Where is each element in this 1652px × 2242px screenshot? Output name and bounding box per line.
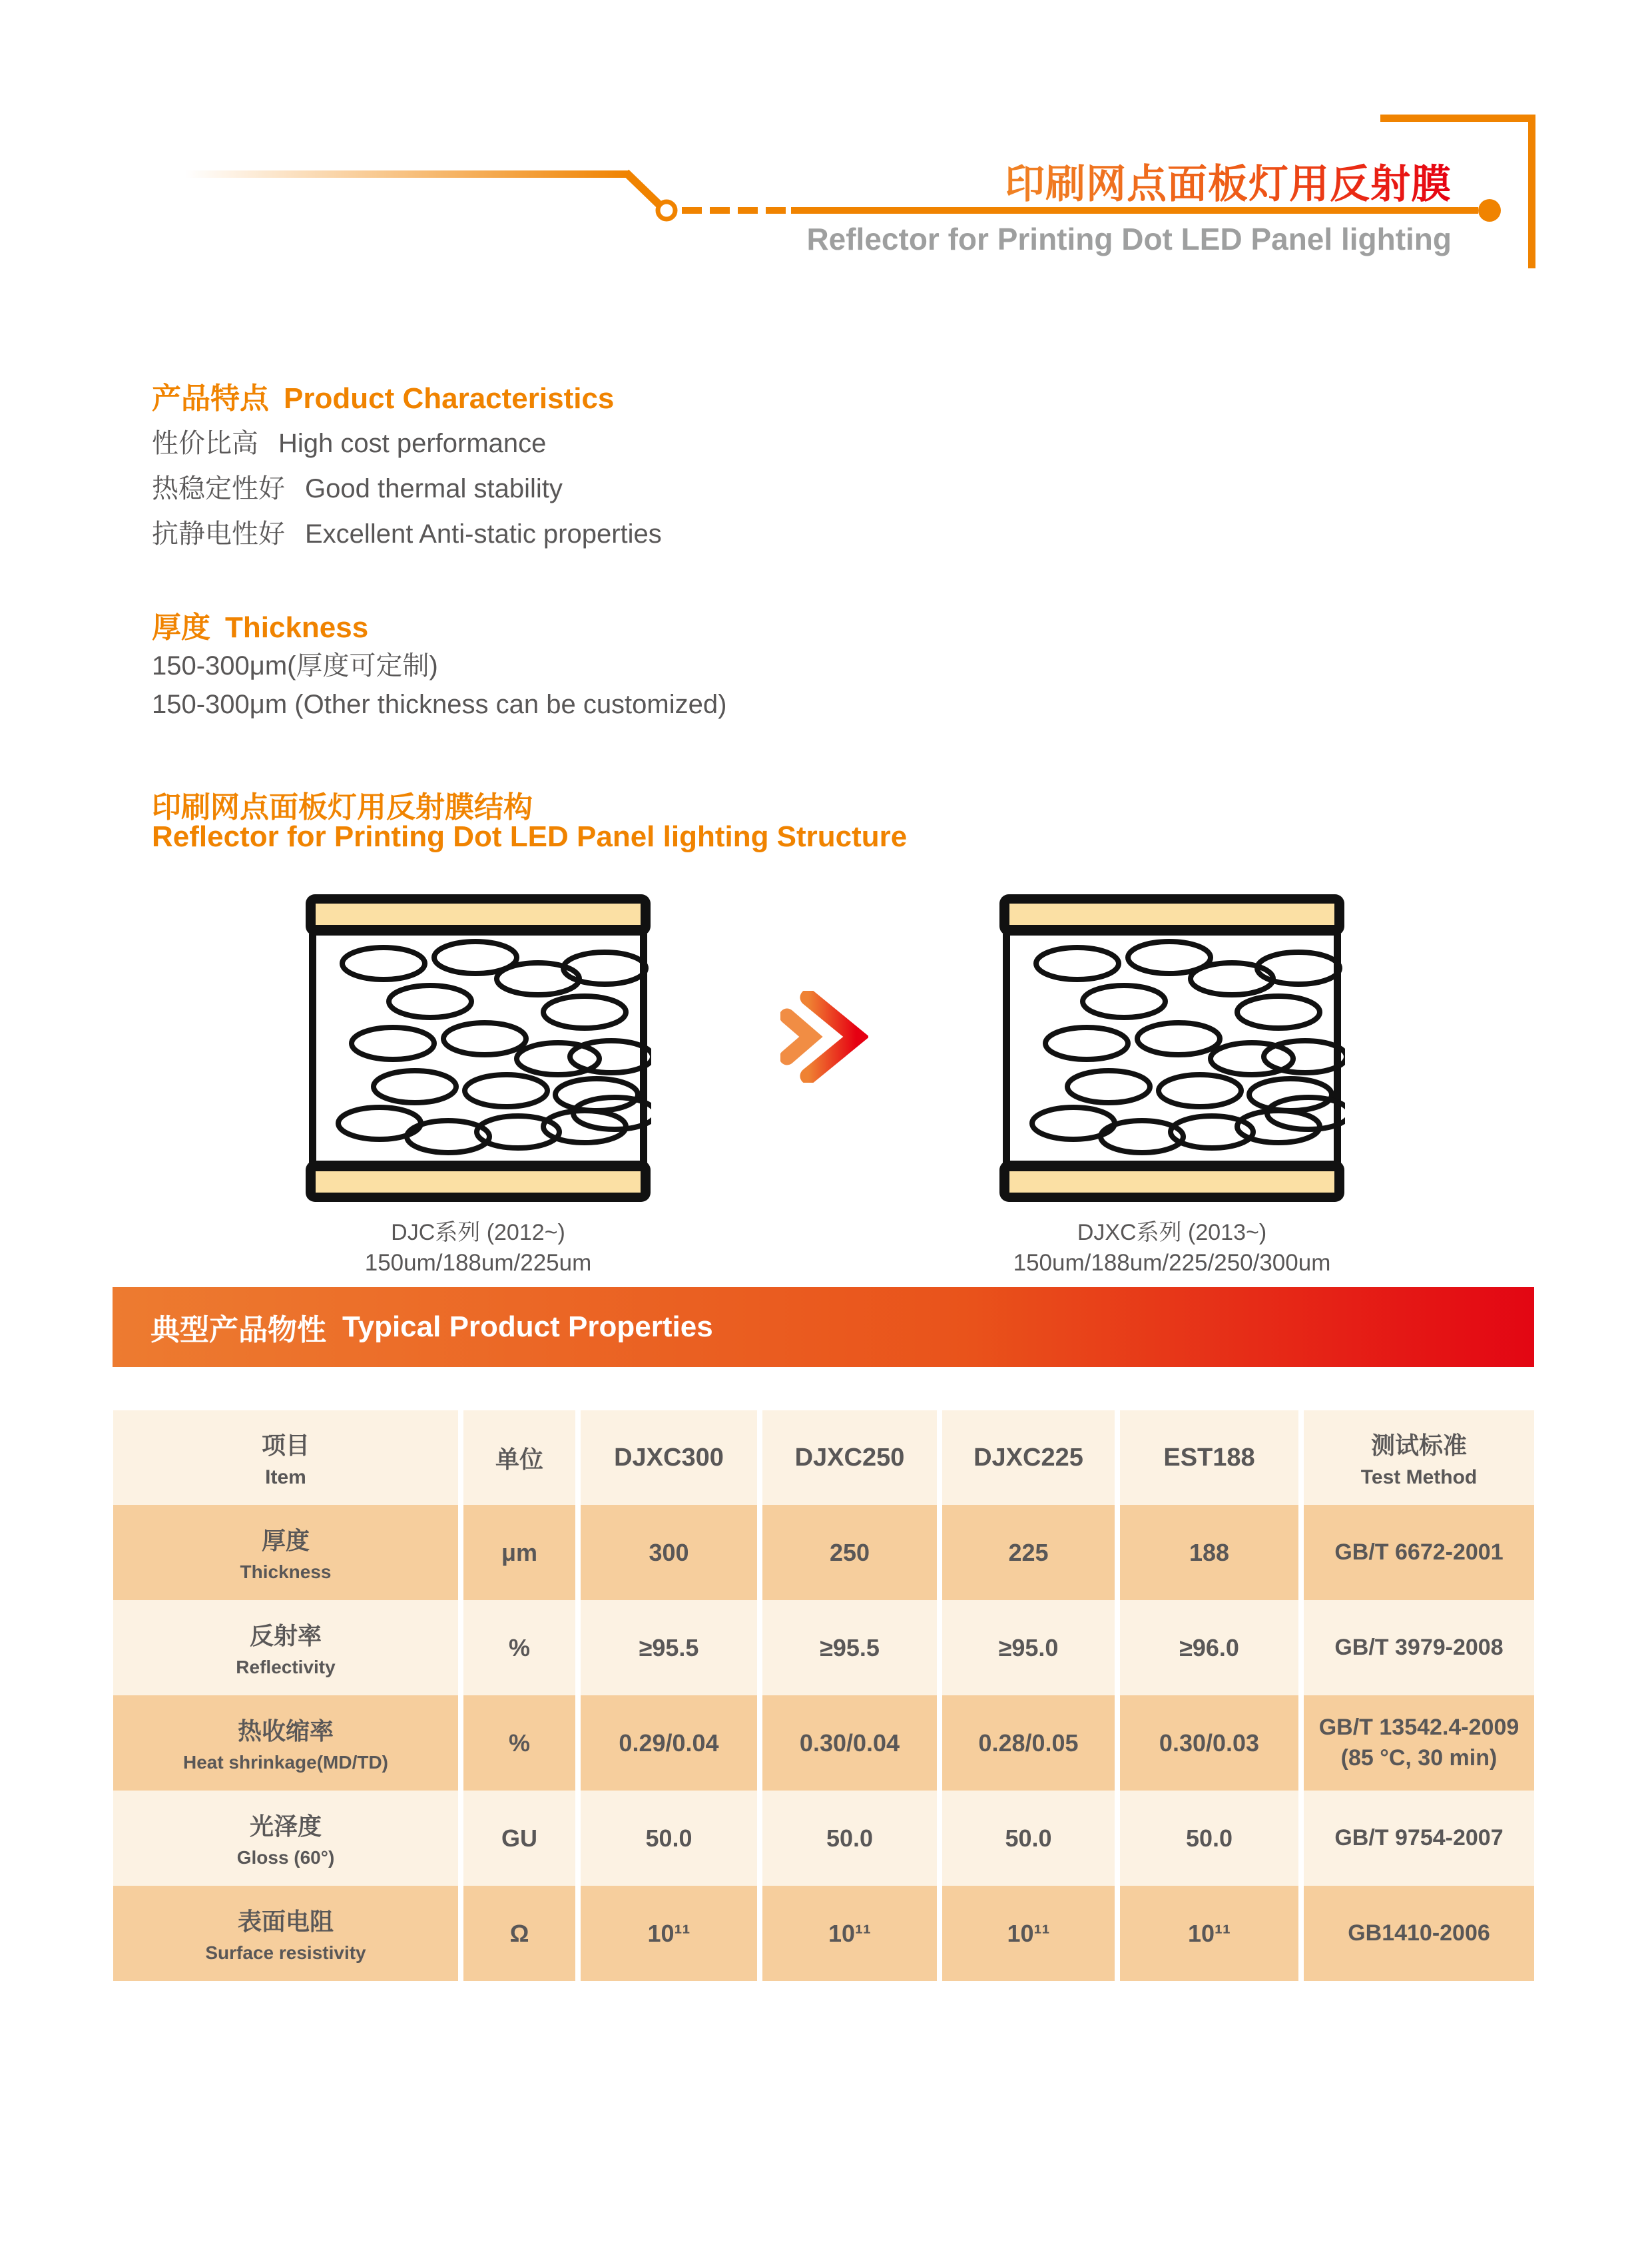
- row-thickness-unit: μm: [463, 1505, 575, 1600]
- bottom-layer-stripe: [1009, 1171, 1334, 1193]
- row-heat-shrinkage-method: GB/T 13542.4-2009 (85 °C, 30 min): [1304, 1695, 1534, 1791]
- characteristic-zh: 抗静电性好: [152, 519, 285, 549]
- row-heat-shrinkage-est188: 0.30/0.03: [1120, 1695, 1298, 1791]
- row-surface-resistivity-unit: Ω: [463, 1886, 575, 1981]
- row-item-en: Surface resistivity: [205, 1942, 366, 1963]
- row-thickness-djxc250: 250: [762, 1505, 937, 1600]
- accent-dot-icon: [1478, 199, 1501, 222]
- row-gloss-djxc300: 50.0: [581, 1791, 757, 1886]
- left-border: [1003, 934, 1010, 1165]
- table-header-djxc225: DJXC225: [942, 1410, 1115, 1505]
- header-method-en: Test Method: [1360, 1466, 1478, 1488]
- thickness-heading-zh: 厚度: [152, 611, 210, 644]
- row-gloss-item: [113, 1791, 458, 1886]
- row-heat-shrinkage-djxc225: 0.28/0.05: [942, 1695, 1115, 1791]
- properties-table: [113, 1410, 1534, 1981]
- series-caption: DJC系列 (2012~): [391, 1220, 565, 1245]
- dash-line: [682, 207, 786, 214]
- row-item-zh: 厚度: [261, 1527, 310, 1554]
- header-unit: 单位: [495, 1445, 543, 1473]
- characteristic-en: Excellent Anti-static properties: [305, 519, 662, 549]
- row-heat-shrinkage-djxc300: 0.29/0.04: [581, 1695, 757, 1791]
- header-item-zh: 项目: [261, 1431, 310, 1459]
- row-item-en: Heat shrinkage(MD/TD): [182, 1752, 389, 1773]
- characteristic-en: Good thermal stability: [305, 474, 563, 503]
- thickness-heading-en: Thickness: [225, 611, 369, 644]
- row-surface-resistivity-item: [113, 1886, 458, 1981]
- connector-ring-icon: [658, 202, 675, 219]
- table-header-est188: EST188: [1120, 1410, 1298, 1505]
- top-layer-stripe: [1009, 904, 1334, 925]
- row-reflectivity-est188: ≥96.0: [1120, 1600, 1298, 1695]
- row-surface-resistivity-est188: 10¹¹: [1120, 1886, 1298, 1981]
- thickness-caption: 150um/188um/225um: [364, 1250, 592, 1276]
- row-heat-shrinkage-djxc250: 0.30/0.04: [762, 1695, 937, 1791]
- row-item-zh: 表面电阻: [237, 1908, 334, 1935]
- characteristics-heading-en: Product Characteristics: [284, 382, 615, 415]
- row-reflectivity-djxc225: ≥95.0: [942, 1600, 1115, 1695]
- characteristic-en: High cost performance: [278, 429, 547, 458]
- row-thickness-method: GB/T 6672-2001: [1304, 1505, 1534, 1600]
- header-item-en: Item: [265, 1466, 306, 1488]
- top-layer-stripe: [316, 904, 641, 925]
- thickness-line-zh: 150-300μm(厚度可定制): [152, 651, 438, 681]
- row-gloss-method: GB/T 9754-2007: [1304, 1791, 1534, 1886]
- row-item-zh: 反射率: [249, 1622, 322, 1649]
- banner-title-zh: 典型产品物性: [150, 1314, 326, 1346]
- structure-heading-en: Reflector for Printing Dot LED Panel lighting Structure: [152, 820, 908, 853]
- series-caption: DJXC系列 (2013~): [1077, 1220, 1267, 1245]
- fade-line: [185, 170, 628, 178]
- row-reflectivity-djxc300: ≥95.5: [581, 1600, 757, 1695]
- row-heat-shrinkage-unit: %: [463, 1695, 575, 1791]
- row-reflectivity-method: GB/T 3979-2008: [1304, 1600, 1534, 1695]
- row-surface-resistivity-djxc300: 10¹¹: [581, 1886, 757, 1981]
- thickness-caption: 150um/188um/225/250/300um: [1013, 1250, 1331, 1276]
- characteristics-heading: [152, 374, 614, 417]
- row-gloss-djxc250: 50.0: [762, 1791, 937, 1886]
- characteristic-zh: 性价比高: [152, 429, 258, 458]
- structure-heading-zh: 印刷网点面板灯用反射膜结构: [152, 791, 533, 824]
- row-thickness-est188: 188: [1120, 1505, 1298, 1600]
- table-header-test-method: [1304, 1410, 1534, 1505]
- properties-banner: [113, 1287, 1534, 1367]
- table-header-djxc300: DJXC300: [581, 1410, 757, 1505]
- structure-diagram-djxc: [999, 894, 1345, 1203]
- characteristics-heading-zh: 产品特点: [152, 382, 269, 415]
- diagram-caption-left: [305, 1217, 651, 1278]
- row-surface-resistivity-method: GB1410-2006: [1304, 1886, 1534, 1981]
- row-gloss-unit: GU: [463, 1791, 575, 1886]
- structure-diagram-djc: [305, 894, 651, 1203]
- table-header-djxc250: DJXC250: [762, 1410, 937, 1505]
- characteristic-item: [152, 422, 546, 460]
- characteristic-item: [152, 467, 563, 505]
- row-surface-resistivity-djxc225: 10¹¹: [942, 1886, 1115, 1981]
- table-header-unit: [463, 1410, 575, 1505]
- left-border: [309, 934, 316, 1165]
- row-item-zh: 热收缩率: [237, 1717, 334, 1745]
- bottom-layer-stripe: [316, 1171, 641, 1193]
- header-method-zh: 测试标准: [1370, 1431, 1467, 1459]
- row-item-en: Thickness: [240, 1561, 332, 1582]
- row-item-en: Reflectivity: [236, 1657, 336, 1677]
- row-item-en: Gloss (60°): [236, 1847, 335, 1868]
- row-gloss-est188: 50.0: [1120, 1791, 1298, 1886]
- row-thickness-djxc300: 300: [581, 1505, 757, 1600]
- row-heat-shrinkage-item: [113, 1695, 458, 1791]
- characteristic-item: [152, 513, 662, 551]
- page-title: 印刷网点面板灯用反射膜: [1005, 152, 1452, 210]
- row-reflectivity-djxc250: ≥95.5: [762, 1600, 937, 1695]
- row-reflectivity-item: [113, 1600, 458, 1695]
- characteristic-zh: 热稳定性好: [152, 474, 285, 503]
- row-gloss-djxc225: 50.0: [942, 1791, 1115, 1886]
- printing-dots: [1032, 942, 1345, 1153]
- diagram-caption-right: [999, 1217, 1345, 1278]
- printing-dots: [338, 942, 651, 1153]
- double-chevron-arrow-icon: [780, 991, 868, 1083]
- row-reflectivity-unit: %: [463, 1600, 575, 1695]
- row-thickness-item: [113, 1505, 458, 1600]
- row-surface-resistivity-djxc250: 10¹¹: [762, 1886, 937, 1981]
- page-subtitle: Reflector for Printing Dot LED Panel lighting: [806, 222, 1452, 256]
- row-item-zh: 光泽度: [249, 1813, 322, 1840]
- row-thickness-djxc225: 225: [942, 1505, 1115, 1600]
- thickness-heading: [152, 603, 368, 646]
- table-header-item: [113, 1410, 458, 1505]
- banner-title-en: Typical Product Properties: [342, 1310, 713, 1343]
- thickness-line-en: 150-300μm (Other thickness can be customized): [152, 690, 727, 719]
